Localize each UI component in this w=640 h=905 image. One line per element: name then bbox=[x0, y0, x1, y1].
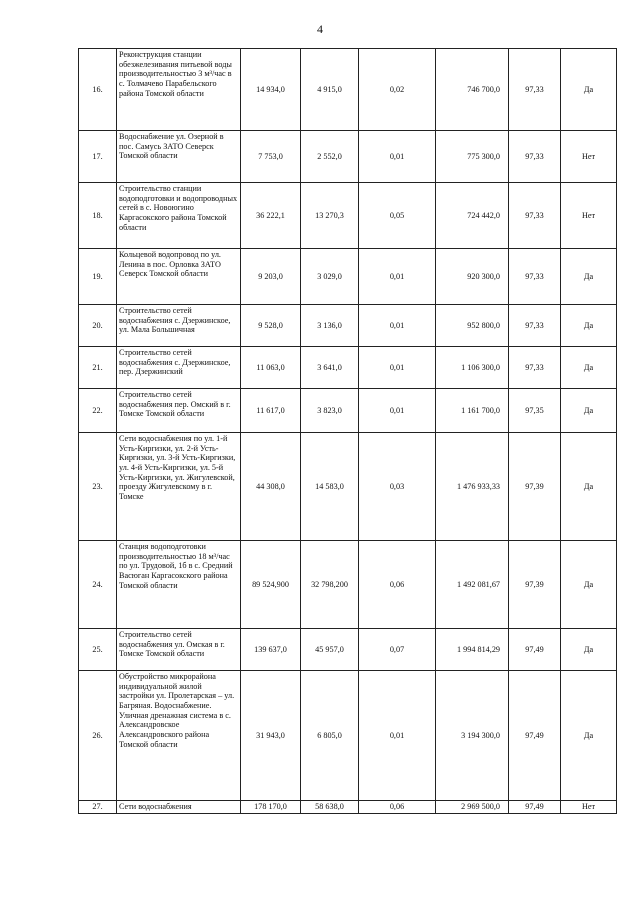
table-row bbox=[79, 801, 617, 814]
score-cell: 97,39 bbox=[509, 433, 561, 541]
project-name-cell: Водоснабжение ул. Озерной в пос. Самусь ЗАТО Северск Томской области bbox=[117, 131, 241, 183]
ratio-cell: 0,01 bbox=[359, 671, 436, 801]
project-name-cell: Строительство сетей водоснабжения с. Дзержинское, пер. Дзержинский bbox=[117, 347, 241, 389]
score-cell: 97,33 bbox=[509, 347, 561, 389]
row-number-cell: 27. bbox=[79, 801, 117, 814]
score-cell: 97,49 bbox=[509, 801, 561, 814]
projects-table bbox=[78, 48, 617, 814]
cost-share-cell: 14 583,0 bbox=[301, 433, 359, 541]
table-row bbox=[79, 305, 617, 347]
decision-cell: Да bbox=[561, 433, 617, 541]
unit-cost-cell: 1 161 700,0 bbox=[436, 389, 509, 433]
score-cell: 97,39 bbox=[509, 541, 561, 629]
table-row bbox=[79, 183, 617, 249]
total-cost-cell: 7 753,0 bbox=[241, 131, 301, 183]
ratio-cell: 0,01 bbox=[359, 389, 436, 433]
unit-cost-cell: 1 476 933,33 bbox=[436, 433, 509, 541]
project-name-cell: Реконструкция станции обезжелезивания питьевой воды производительностью 3 м³/час в с. Толмачево Парабельского района Томской области bbox=[117, 49, 241, 131]
cost-share-cell: 3 823,0 bbox=[301, 389, 359, 433]
cost-share-cell: 3 029,0 bbox=[301, 249, 359, 305]
total-cost-cell: 36 222,1 bbox=[241, 183, 301, 249]
project-name-cell: Кольцевой водопровод по ул. Ленина в пос. Орловка ЗАТО Северск Томской области bbox=[117, 249, 241, 305]
project-name-cell: Строительство сетей водоснабжения пер. Омский в г. Томске Томской области bbox=[117, 389, 241, 433]
cost-share-cell: 3 136,0 bbox=[301, 305, 359, 347]
row-number-cell: 19. bbox=[79, 249, 117, 305]
row-number-cell: 21. bbox=[79, 347, 117, 389]
score-cell: 97,35 bbox=[509, 389, 561, 433]
table-row bbox=[79, 671, 617, 801]
unit-cost-cell: 775 300,0 bbox=[436, 131, 509, 183]
table-row bbox=[79, 347, 617, 389]
ratio-cell: 0,02 bbox=[359, 49, 436, 131]
ratio-cell: 0,01 bbox=[359, 249, 436, 305]
score-cell: 97,33 bbox=[509, 305, 561, 347]
row-number-cell: 23. bbox=[79, 433, 117, 541]
total-cost-cell: 89 524,900 bbox=[241, 541, 301, 629]
cost-share-cell: 4 915,0 bbox=[301, 49, 359, 131]
ratio-cell: 0,07 bbox=[359, 629, 436, 671]
decision-cell: Да bbox=[561, 49, 617, 131]
total-cost-cell: 9 528,0 bbox=[241, 305, 301, 347]
score-cell: 97,33 bbox=[509, 131, 561, 183]
table-row bbox=[79, 629, 617, 671]
project-name-cell: Строительство станции водоподготовки и водопроводных сетей в с. Новоюгино Каргасокского района Томской области bbox=[117, 183, 241, 249]
decision-cell: Да bbox=[561, 249, 617, 305]
decision-cell: Да bbox=[561, 389, 617, 433]
project-name-cell: Строительство сетей водоснабжения ул. Омская в г. Томске Томской области bbox=[117, 629, 241, 671]
row-number-cell: 22. bbox=[79, 389, 117, 433]
cost-share-cell: 3 641,0 bbox=[301, 347, 359, 389]
decision-cell: Да bbox=[561, 347, 617, 389]
ratio-cell: 0,03 bbox=[359, 433, 436, 541]
cost-share-cell: 45 957,0 bbox=[301, 629, 359, 671]
ratio-cell: 0,01 bbox=[359, 347, 436, 389]
row-number-cell: 20. bbox=[79, 305, 117, 347]
total-cost-cell: 11 063,0 bbox=[241, 347, 301, 389]
unit-cost-cell: 952 800,0 bbox=[436, 305, 509, 347]
score-cell: 97,33 bbox=[509, 249, 561, 305]
total-cost-cell: 44 308,0 bbox=[241, 433, 301, 541]
row-number-cell: 24. bbox=[79, 541, 117, 629]
row-number-cell: 16. bbox=[79, 49, 117, 131]
cost-share-cell: 58 638,0 bbox=[301, 801, 359, 814]
row-number-cell: 18. bbox=[79, 183, 117, 249]
total-cost-cell: 11 617,0 bbox=[241, 389, 301, 433]
decision-cell: Да bbox=[561, 305, 617, 347]
project-name-cell: Строительство сетей водоснабжения с. Дзержинское, ул. Мала Большичная bbox=[117, 305, 241, 347]
decision-cell: Да bbox=[561, 629, 617, 671]
unit-cost-cell: 1 994 814,29 bbox=[436, 629, 509, 671]
total-cost-cell: 14 934,0 bbox=[241, 49, 301, 131]
table-row bbox=[79, 131, 617, 183]
score-cell: 97,49 bbox=[509, 671, 561, 801]
table-row bbox=[79, 541, 617, 629]
score-cell: 97,33 bbox=[509, 183, 561, 249]
ratio-cell: 0,01 bbox=[359, 131, 436, 183]
total-cost-cell: 139 637,0 bbox=[241, 629, 301, 671]
cost-share-cell: 2 552,0 bbox=[301, 131, 359, 183]
table-row bbox=[79, 433, 617, 541]
ratio-cell: 0,05 bbox=[359, 183, 436, 249]
table-row bbox=[79, 389, 617, 433]
unit-cost-cell: 1 492 081,67 bbox=[436, 541, 509, 629]
total-cost-cell: 178 170,0 bbox=[241, 801, 301, 814]
table-body bbox=[79, 49, 617, 814]
project-name-cell: Сети водоснабжения по ул. 1-й Усть-Киргизки, ул. 2-й Усть-Киргизки, ул. 3-й Усть-Киргизки, ул. 4-й Усть-Киргизки, ул. 5-й Усть-Киргизки, ул. Жигулевской, проезду Жигулевскому в г. Томске bbox=[117, 433, 241, 541]
project-name-cell: Обустройство микрорайона индивидуальной жилой застройки ул. Пролетарская – ул. Багряная. Водоснабжение. Уличная дренажная система в с. Александровское Александровского района Томской области bbox=[117, 671, 241, 801]
cost-share-cell: 32 798,200 bbox=[301, 541, 359, 629]
table-row bbox=[79, 49, 617, 131]
unit-cost-cell: 920 300,0 bbox=[436, 249, 509, 305]
decision-cell: Нет bbox=[561, 131, 617, 183]
row-number-cell: 25. bbox=[79, 629, 117, 671]
score-cell: 97,49 bbox=[509, 629, 561, 671]
decision-cell: Нет bbox=[561, 801, 617, 814]
unit-cost-cell: 1 106 300,0 bbox=[436, 347, 509, 389]
unit-cost-cell: 724 442,0 bbox=[436, 183, 509, 249]
project-name-cell: Сети водоснабжения bbox=[117, 801, 241, 814]
decision-cell: Да bbox=[561, 541, 617, 629]
cost-share-cell: 6 805,0 bbox=[301, 671, 359, 801]
cost-share-cell: 13 270,3 bbox=[301, 183, 359, 249]
ratio-cell: 0,06 bbox=[359, 541, 436, 629]
unit-cost-cell: 3 194 300,0 bbox=[436, 671, 509, 801]
total-cost-cell: 31 943,0 bbox=[241, 671, 301, 801]
row-number-cell: 17. bbox=[79, 131, 117, 183]
decision-cell: Да bbox=[561, 671, 617, 801]
unit-cost-cell: 746 700,0 bbox=[436, 49, 509, 131]
ratio-cell: 0,01 bbox=[359, 305, 436, 347]
row-number-cell: 26. bbox=[79, 671, 117, 801]
decision-cell: Нет bbox=[561, 183, 617, 249]
total-cost-cell: 9 203,0 bbox=[241, 249, 301, 305]
table-row bbox=[79, 249, 617, 305]
project-name-cell: Станция водоподготовки производительностью 18 м³/час по ул. Трудовой, 1б в с. Средний Васюган Каргасокского района Томской области bbox=[117, 541, 241, 629]
ratio-cell: 0,06 bbox=[359, 801, 436, 814]
score-cell: 97,33 bbox=[509, 49, 561, 131]
unit-cost-cell: 2 969 500,0 bbox=[436, 801, 509, 814]
page-number: 4 bbox=[317, 22, 323, 36]
